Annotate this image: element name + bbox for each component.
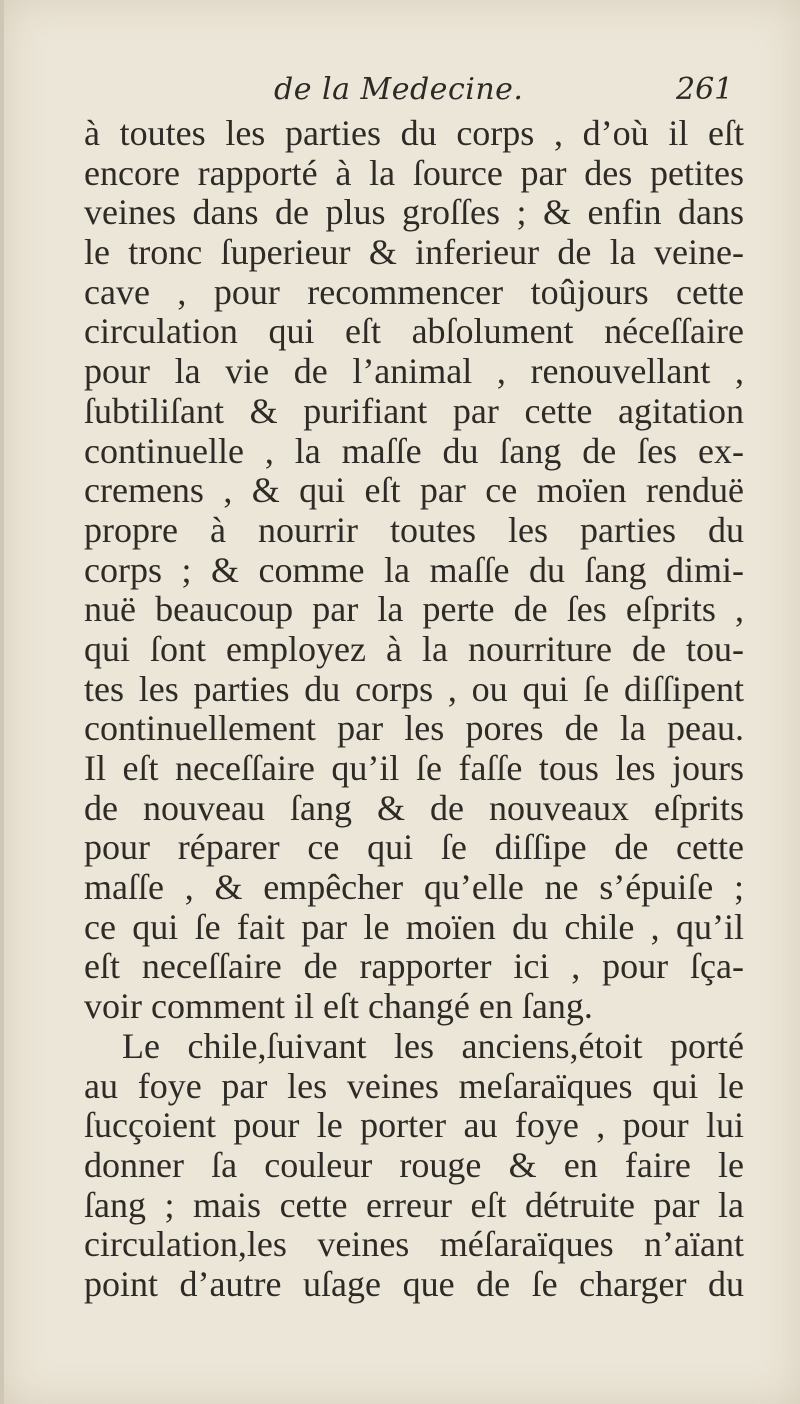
text-line: voir comment il eſt changé en ſang. — [84, 986, 593, 1027]
text-line: à toutes les parties du corps , d’où il eſt — [84, 113, 744, 153]
text-line: circulation,les veines méſaraïques n’aïant — [84, 1224, 744, 1265]
text-line: continuelle , la maſſe du ſang de ſes ex- — [84, 430, 744, 471]
text-line: corps ; & comme la maſſe du ſang dimi- — [84, 549, 744, 590]
text-line: donner ſa couleur rouge & en faire le — [84, 1144, 744, 1185]
book-page — [4, 0, 800, 1404]
text-line: cave , pour recommencer toûjours cette — [84, 271, 744, 312]
text-line: ſang ; mais cette erreur eſt détruite par la — [84, 1184, 744, 1225]
text-line: veines dans de plus groſſes ; & enfin dans — [84, 192, 744, 233]
text-line: ſucçoient pour le porter au foye , pour lui — [84, 1105, 744, 1146]
text-line: encore rapporté à la ſource par des petites — [84, 152, 744, 193]
text-line: Le chile,ſuivant les anciens,étoit porté — [122, 1025, 744, 1066]
text-line: nuë beaucoup par la perte de ſes eſprits , — [84, 589, 744, 630]
text-line: le tronc ſuperieur & inferieur de la veine- — [84, 232, 744, 273]
text-line: eſt neceſſaire de rapporter ici , pour ſça- — [84, 946, 744, 987]
text-line: Il eſt neceſſaire qu’il ſe faſſe tous les jours — [84, 748, 744, 788]
text-line: maſſe , & empêcher qu’elle ne s’épuiſe ; — [84, 867, 744, 908]
page-header — [4, 72, 800, 112]
paragraph — [84, 1027, 744, 1305]
text-line: au foye par les veines meſaraïques qui le — [84, 1065, 744, 1106]
text-line: pour la vie de l’animal , renouvellant , — [84, 351, 744, 392]
text-line: continuellement par les pores de la peau. — [84, 708, 744, 749]
text-line: point d’autre uſage que de ſe charger du — [84, 1263, 744, 1304]
text-line: cremens , & qui eſt par ce moïen renduë — [84, 470, 744, 511]
text-line: qui ſont employez à la nourriture de tou- — [84, 628, 744, 669]
text-line: de nouveau ſang & de nouveaux eſprits — [84, 787, 744, 828]
body-text — [84, 114, 744, 1305]
text-line: propre à nourrir toutes les parties du — [84, 509, 744, 550]
text-line: tes les parties du corps , ou qui ſe diſſipent — [84, 668, 744, 709]
text-line: ce qui ſe fait par le moïen du chile , qu’il — [84, 906, 744, 947]
running-title: de la Medecine. — [274, 72, 524, 107]
text-line: ſubtiliſant & purifiant par cette agitation — [84, 390, 744, 431]
text-line: circulation qui eſt abſolument néceſſaire — [84, 311, 744, 352]
page-number: 261 — [676, 72, 734, 107]
text-line: pour réparer ce qui ſe diſſipe de cette — [84, 827, 744, 868]
paragraph — [84, 114, 744, 1027]
